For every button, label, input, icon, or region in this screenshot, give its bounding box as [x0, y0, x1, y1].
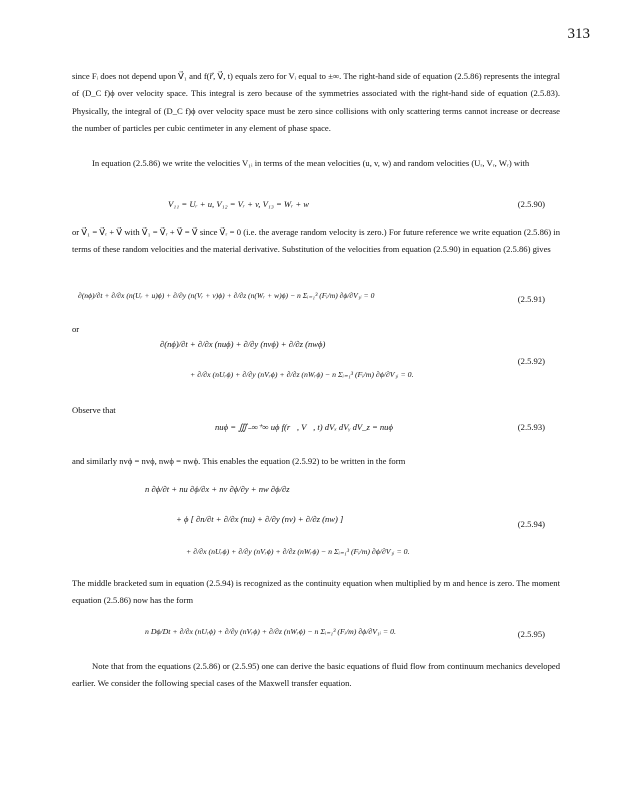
equation-2-5-95: n Dϕ/Dt + ∂/∂x (nUᵣϕ) + ∂/∂y (nVᵣϕ) + ∂/∂z (nWᵣϕ) − n Σᵢ₌₁³ (Fᵢ/m) ∂ϕ/∂V₁ᵢ = 0. [145, 627, 396, 636]
equation-2-5-94-line-1: n ∂ϕ/∂t + nu ∂ϕ/∂x + nv ∂ϕ/∂y + nw ∂ϕ/∂z [145, 484, 290, 494]
equation-number-2-5-92: (2.5.92) [517, 356, 545, 366]
equation-number-2-5-90: (2.5.90) [517, 199, 545, 209]
equation-2-5-94-line-2: + ϕ [ ∂n/∂t + ∂/∂x (nu) + ∂/∂y (nv) + ∂/∂z (nw) ] [176, 514, 344, 524]
observe-label: Observe that [72, 405, 116, 415]
equation-2-5-92-line-1: ∂(nϕ)/∂t + ∂/∂x (nuϕ) + ∂/∂y (nvϕ) + ∂/∂z (nwϕ) [160, 339, 326, 349]
equation-2-5-91: ∂(nϕ)/∂t + ∂/∂x (n(Uᵣ + u)ϕ) + ∂/∂y (n(Vᵣ + v)ϕ) + ∂/∂z (n(Wᵣ + w)ϕ) − n Σᵢ₌₁³ (Fᵢ/m) ∂ϕ/∂V₁ᵢ = 0 [78, 291, 375, 300]
equation-2-5-92-line-2: + ∂/∂x (nUᵣϕ) + ∂/∂y (nVᵣϕ) + ∂/∂z (nWᵣϕ) − n Σᵢ₌₁³ (Fᵢ/m) ∂ϕ/∂V₁ᵢ = 0. [190, 370, 414, 379]
page-number: 313 [567, 26, 590, 42]
equation-2-5-90: V₁₁ = Uᵣ + u, V₁₂ = Vᵣ + v, V₁₃ = Wᵣ + w [168, 199, 310, 209]
equation-2-5-93: nuϕ = ∭₋∞⁺∞ uϕ f(r⃗, V⃗, t) dVₓ dVᵧ dV_z = nuϕ [215, 422, 393, 432]
equation-2-5-94-line-3: + ∂/∂x (nUᵣϕ) + ∂/∂y (nVᵣϕ) + ∂/∂z (nWᵣϕ) − n Σᵢ₌₁³ (Fᵢ/m) ∂ϕ/∂V₁ᵢ = 0. [186, 547, 410, 556]
paragraph-4: and similarly nvϕ = nvϕ, nwϕ = nwϕ. This enables the equation (2.5.92) to be written in the form [72, 456, 406, 466]
paragraph-1: since Fᵢ does not depend upon V⃗₁ and f(r⃗, V⃗, t) equals zero for Vᵢ equal to ±∞. The right-hand side of equation (2.5.86) represents the integral of (D_C f)ϕ over velocity space. This integral is zero because of the symmetries associated with the right-hand side of equation (2.5.83). Physically, the integral of (D_C f)ϕ over velocity space must be zero since collisions with only scattering terms cannot increase or decrease the number of particles per cubic centimeter in any element of phase space. [72, 71, 560, 134]
equation-number-2-5-94: (2.5.94) [517, 519, 545, 529]
equation-number-2-5-93: (2.5.93) [517, 422, 545, 432]
or-label: or [72, 324, 80, 334]
paragraph-2: In equation (2.5.86) we write the velocities V₁ᵢ in terms of the mean velocities (u, v, w) and random velocities (Uᵣ, Vᵣ, Wᵣ) with [92, 158, 530, 168]
paragraph-5: The middle bracketed sum in equation (2.5.94) is recognized as the continuity equation when multiplied by m and hence is zero. The moment equation (2.5.86) now has the form [72, 578, 560, 606]
paragraph-6: Note that from the equations (2.5.86) or (2.5.95) one can derive the basic equations of fluid flow from continuum mechanics developed earlier. We consider the following special cases of the Maxwell transfer equation. [72, 661, 560, 689]
equation-number-2-5-91: (2.5.91) [517, 294, 545, 304]
equation-number-2-5-95: (2.5.95) [517, 629, 545, 639]
paragraph-3: or V⃗₁ = V⃗ᵣ + V⃗ with V⃗₁ = V⃗ᵣ + V⃗ = V⃗ since V⃗ᵣ = 0 (i.e. the average random velocity is zero.) For future reference we write equation (2.5.86) in terms of these random velocities and the material derivative. Substitution of the velocities from equation (2.5.90) in equation (2.5.86) gives [72, 227, 560, 255]
